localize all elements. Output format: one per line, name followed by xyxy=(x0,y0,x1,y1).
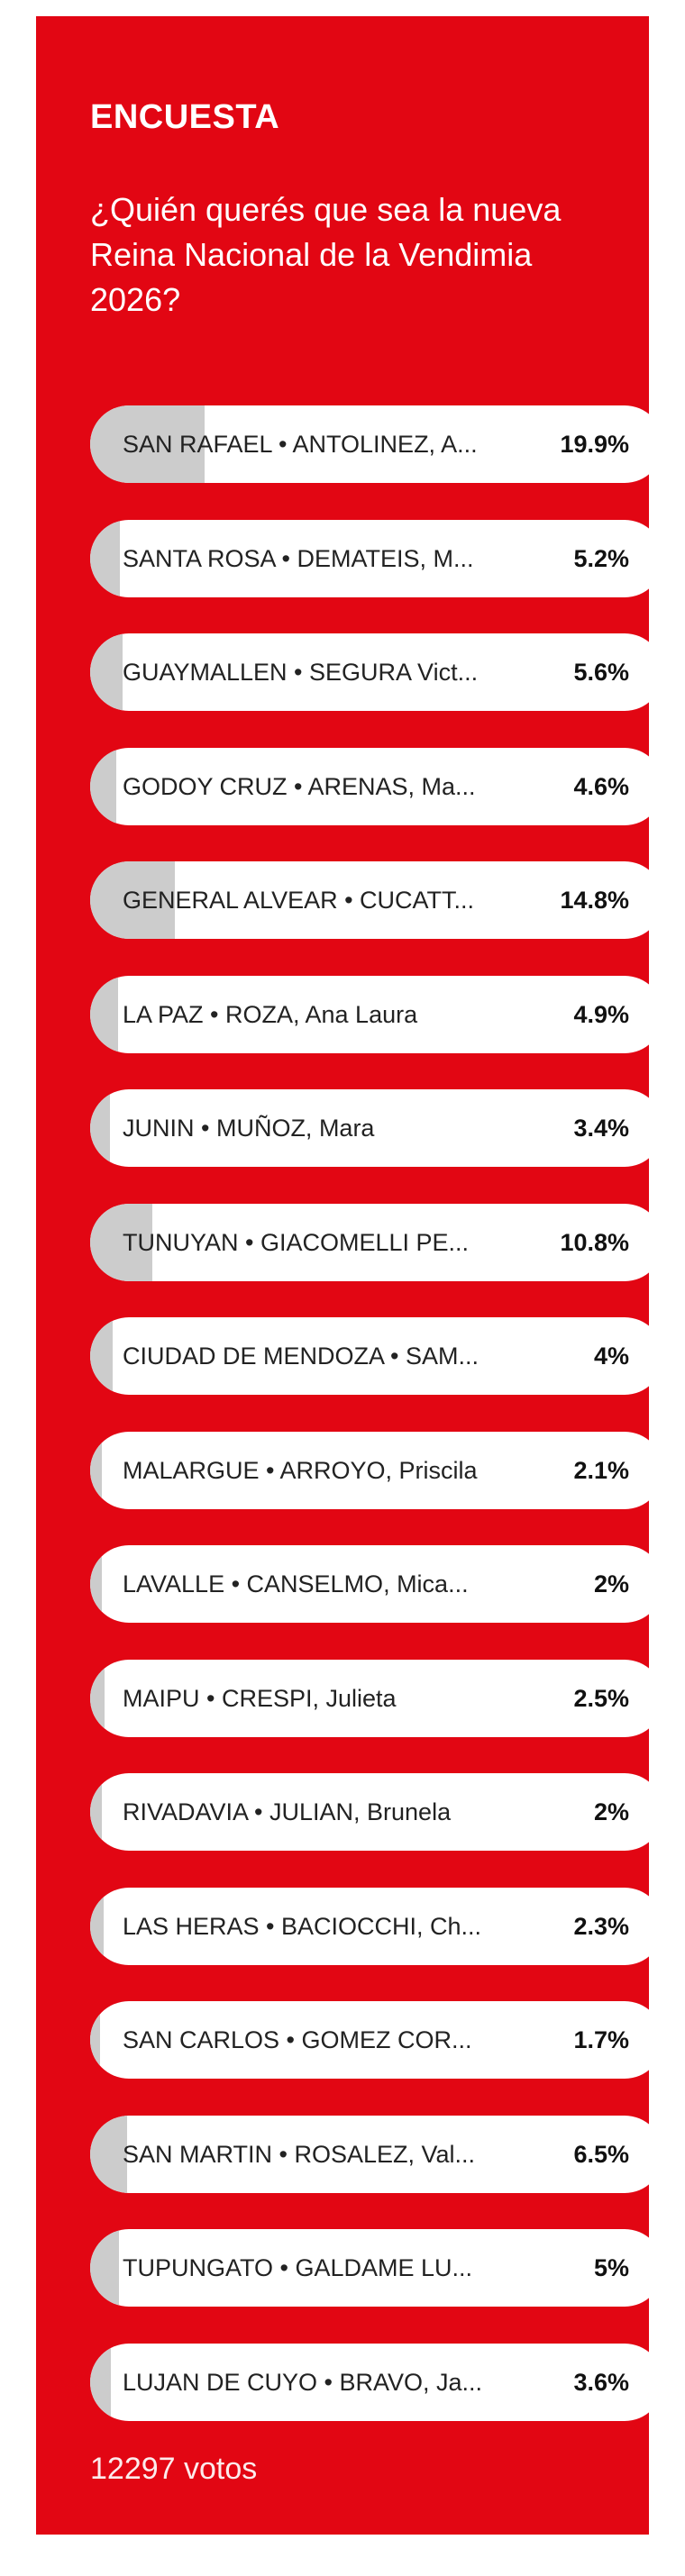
poll-option[interactable] xyxy=(90,1773,663,1851)
poll-option[interactable] xyxy=(90,1089,663,1167)
poll-option[interactable] xyxy=(90,2229,663,2307)
option-label: LUJAN DE CUYO • BRAVO, Ja... xyxy=(123,2369,483,2396)
option-result-fill xyxy=(90,1432,102,1509)
option-result-fill xyxy=(90,2001,100,2079)
poll-option[interactable] xyxy=(90,1545,663,1623)
poll-option[interactable] xyxy=(90,2001,663,2079)
poll-option[interactable] xyxy=(90,861,663,939)
option-label: JUNIN • MUÑOZ, Mara xyxy=(123,1115,375,1142)
option-percentage: 2.3% xyxy=(573,1913,629,1940)
poll-option[interactable] xyxy=(90,1432,663,1509)
option-percentage: 1.7% xyxy=(573,2026,629,2053)
option-result-fill xyxy=(90,633,123,711)
poll-option[interactable] xyxy=(90,520,663,597)
option-result-fill xyxy=(90,2344,111,2421)
option-label: LA PAZ • ROZA, Ana Laura xyxy=(123,1001,418,1028)
poll-option[interactable] xyxy=(90,1660,663,1737)
poll-option[interactable] xyxy=(90,1317,663,1395)
poll-card xyxy=(36,16,649,2535)
option-result-fill xyxy=(90,1545,102,1623)
option-percentage: 3.4% xyxy=(573,1115,629,1142)
option-percentage: 10.8% xyxy=(560,1229,629,1256)
poll-option[interactable] xyxy=(90,976,663,1053)
option-result-fill xyxy=(90,1888,104,1965)
option-label: CIUDAD DE MENDOZA • SAM... xyxy=(123,1343,479,1370)
option-label: TUPUNGATO • GALDAME LU... xyxy=(123,2254,473,2281)
poll-question: ¿Quién querés que sea la nueva Reina Nacional de la Vendimia 2026? xyxy=(90,191,562,318)
option-percentage: 19.9% xyxy=(560,431,629,458)
vote-count: 12297 votos xyxy=(90,2452,258,2486)
poll-option[interactable] xyxy=(90,1204,663,1281)
option-percentage: 14.8% xyxy=(560,887,629,914)
poll-option[interactable] xyxy=(90,748,663,825)
option-percentage: 2% xyxy=(593,1798,629,1825)
option-percentage: 4.9% xyxy=(573,1001,629,1028)
option-label: SANTA ROSA • DEMATEIS, M... xyxy=(123,545,474,572)
option-label: RIVADAVIA • JULIAN, Brunela xyxy=(123,1798,452,1825)
option-percentage: 5.6% xyxy=(573,659,629,686)
option-percentage: 4.6% xyxy=(573,773,629,800)
option-label: MALARGUE • ARROYO, Priscila xyxy=(123,1457,478,1484)
option-label: GODOY CRUZ • ARENAS, Ma... xyxy=(123,773,476,800)
option-percentage: 3.6% xyxy=(573,2369,629,2396)
poll-option[interactable] xyxy=(90,1888,663,1965)
option-label: GENERAL ALVEAR • CUCATT... xyxy=(123,887,475,914)
option-percentage: 4% xyxy=(593,1343,629,1370)
poll-option[interactable] xyxy=(90,2344,663,2421)
option-result-fill xyxy=(90,1773,102,1851)
option-percentage: 5% xyxy=(593,2254,629,2281)
option-label: SAN CARLOS • GOMEZ COR... xyxy=(123,2026,472,2053)
option-label: SAN RAFAEL • ANTOLINEZ, A... xyxy=(123,431,478,458)
option-label: TUNUYAN • GIACOMELLI PE... xyxy=(123,1229,470,1256)
option-label: GUAYMALLEN • SEGURA Vict... xyxy=(123,659,479,686)
option-result-fill xyxy=(90,2229,119,2307)
option-label: MAIPU • CRESPI, Julieta xyxy=(123,1685,397,1712)
option-percentage: 2.1% xyxy=(573,1457,629,1484)
option-percentage: 6.5% xyxy=(573,2141,629,2168)
option-result-fill xyxy=(90,520,120,597)
option-label: SAN MARTIN • ROSALEZ, Val... xyxy=(123,2141,476,2168)
option-result-fill xyxy=(90,748,116,825)
option-percentage: 5.2% xyxy=(573,545,629,572)
option-percentage: 2.5% xyxy=(573,1685,629,1712)
option-result-fill xyxy=(90,976,118,1053)
option-label: LAVALLE • CANSELMO, Mica... xyxy=(123,1570,469,1597)
option-percentage: 2% xyxy=(593,1570,629,1597)
option-label: LAS HERAS • BACIOCCHI, Ch... xyxy=(123,1913,482,1940)
poll-option[interactable] xyxy=(90,405,663,483)
option-result-fill xyxy=(90,1317,113,1395)
poll-heading: ENCUESTA xyxy=(90,98,280,136)
poll-option[interactable] xyxy=(90,2116,663,2193)
option-result-fill xyxy=(90,1660,105,1737)
option-result-fill xyxy=(90,1089,110,1167)
poll-option[interactable] xyxy=(90,633,663,711)
